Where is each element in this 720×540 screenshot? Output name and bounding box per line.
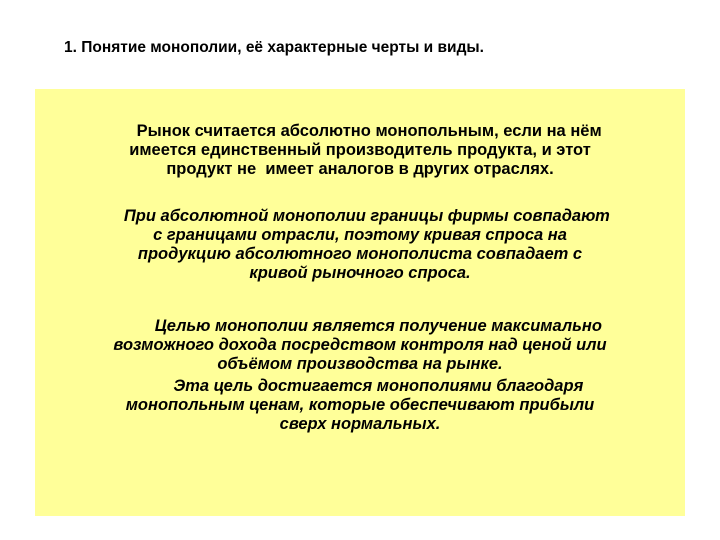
text-line: имеется единственный производитель продукта, и этот bbox=[129, 141, 591, 159]
paragraph-monopoly-goal bbox=[35, 317, 685, 374]
paragraph-monopoly-definition bbox=[35, 122, 685, 179]
content-box bbox=[35, 89, 685, 516]
text-line: продукт не имеет аналогов в других отраслях. bbox=[166, 160, 554, 178]
text-line: сверх нормальных. bbox=[279, 415, 441, 433]
paragraph-goal-achievement bbox=[35, 377, 685, 434]
text-line: монопольным ценам, которые обеспечивают прибыли bbox=[125, 396, 595, 414]
text-line: с границами отрасли, поэтому кривая спроса на bbox=[153, 226, 567, 244]
text-line: возможного дохода посредством контроля над ценой или bbox=[113, 336, 607, 354]
text-line: объёмом производства на рынке. bbox=[217, 355, 503, 373]
paragraph-firm-boundaries bbox=[35, 207, 685, 283]
text-line: Эта цель достигается монополиями благодаря bbox=[136, 377, 584, 395]
text-line: При абсолютной монополии границы фирмы совпадают bbox=[110, 207, 610, 225]
text-line: Целью монополии является получение максимально bbox=[118, 317, 602, 335]
text-line: продукцию абсолютного монополиста совпадает с bbox=[137, 245, 583, 263]
text-line: Рынок считается абсолютно монопольным, если на нём bbox=[118, 122, 602, 140]
text-line: кривой рыночного спроса. bbox=[249, 264, 471, 282]
slide-title: 1. Понятие монополии, её характерные черты и виды. bbox=[64, 39, 484, 56]
